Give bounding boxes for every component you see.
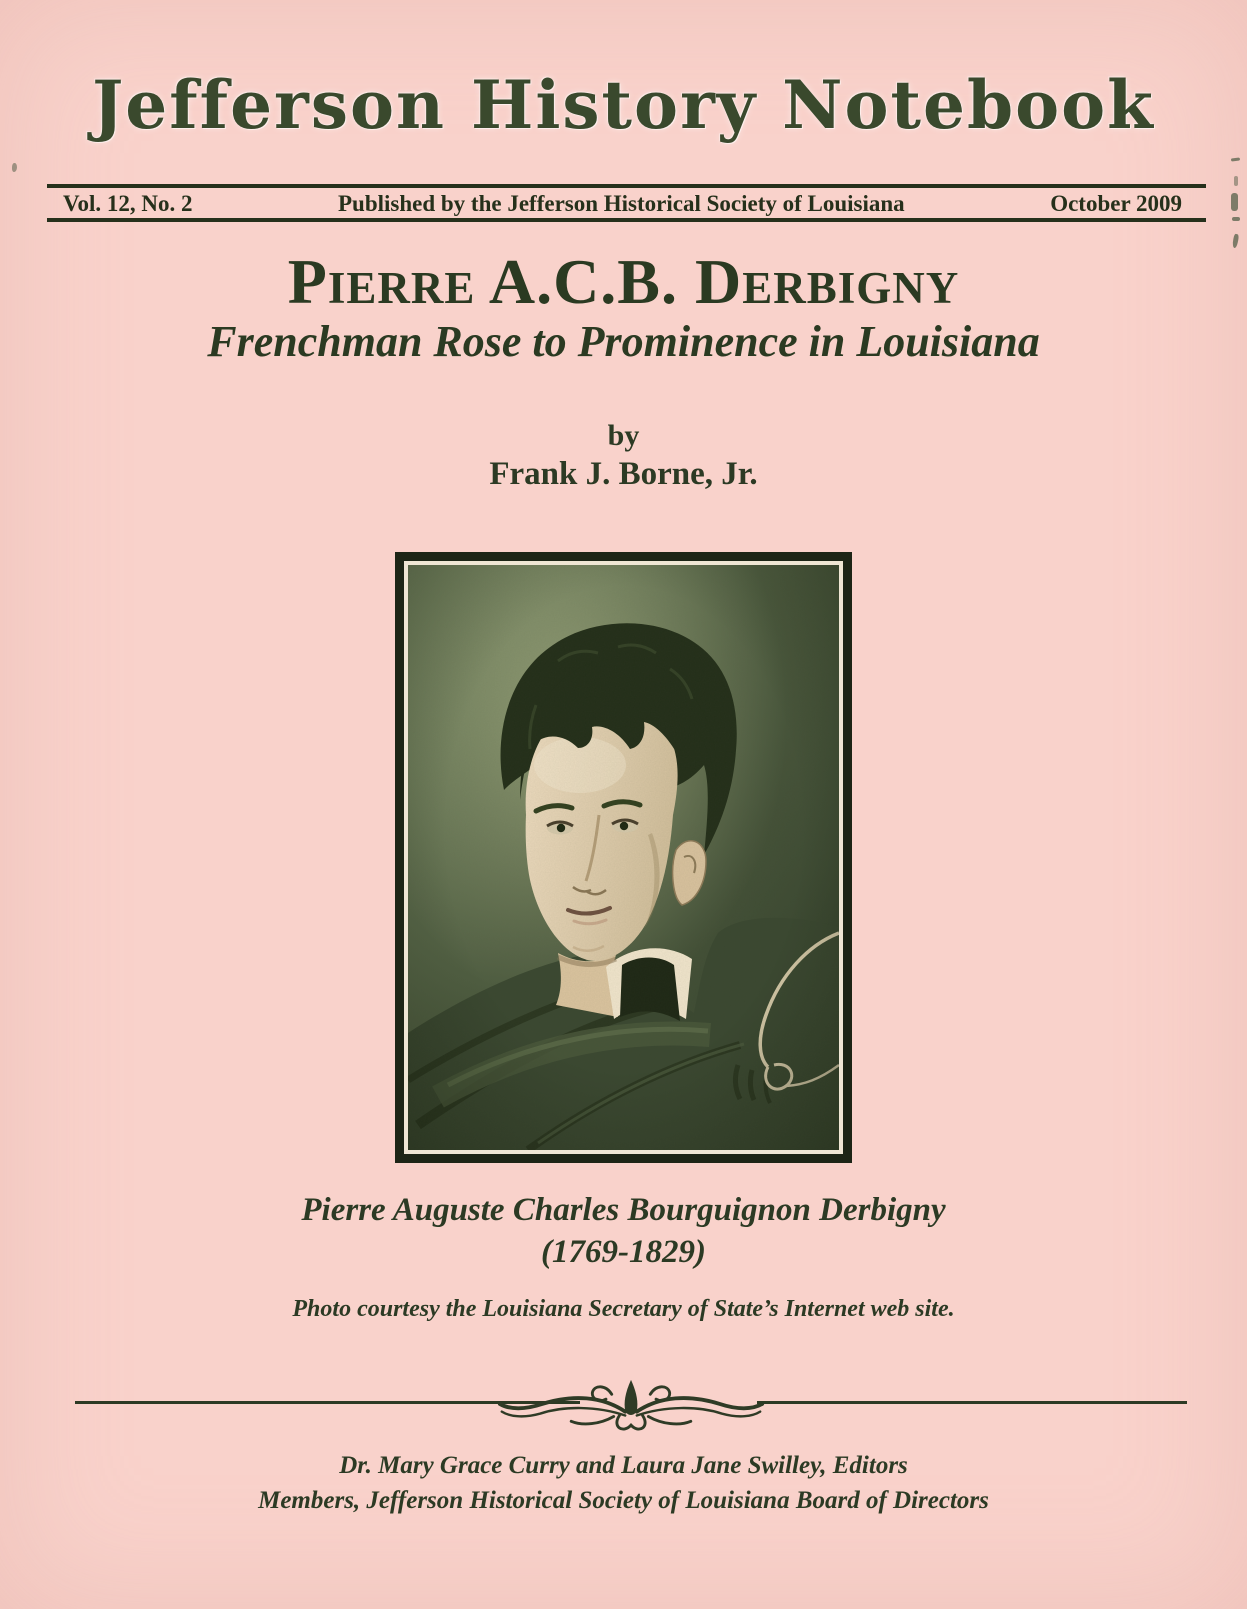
portrait-frame bbox=[395, 552, 852, 1163]
scan-artifact bbox=[12, 163, 17, 172]
byline-prefix: by bbox=[607, 419, 640, 452]
affiliation-line: Members, Jefferson Historical Society of Louisiana Board of Directors bbox=[258, 1487, 989, 1514]
divider-flourish-icon bbox=[496, 1372, 766, 1432]
publisher-line: Published by the Jefferson Historical Society of Louisiana bbox=[337, 191, 905, 216]
author-name: Frank J. Borne, Jr. bbox=[489, 456, 758, 492]
scan-artifact bbox=[1234, 176, 1238, 186]
masthead-title: Jefferson History Notebook bbox=[92, 66, 1155, 144]
editors-line: Dr. Mary Grace Curry and Laura Jane Swilley, Editors bbox=[339, 1452, 908, 1479]
scan-artifact bbox=[1231, 157, 1240, 161]
article-subtitle: Frenchman Rose to Prominence in Louisiana bbox=[207, 317, 1040, 366]
issue-date: October 2009 bbox=[1050, 191, 1182, 216]
volume-number: Vol. 12, No. 2 bbox=[63, 191, 193, 216]
article-title: Pierre A.C.B. Derbigny bbox=[287, 246, 960, 317]
divider-rule-right bbox=[757, 1401, 1187, 1404]
footer-divider bbox=[75, 1372, 1187, 1432]
portrait-inner-mat bbox=[404, 561, 843, 1154]
scan-artifact bbox=[1232, 217, 1240, 221]
photo-credit-line: Photo courtesy the Louisiana Secretary of State’s Internet web site. bbox=[292, 1296, 955, 1322]
portrait-caption-dates: (1769-1829) bbox=[541, 1234, 706, 1270]
scan-artifact bbox=[1231, 193, 1238, 211]
portrait-of-pierre-derbigny-illustration bbox=[408, 565, 839, 1150]
portrait-caption-name: Pierre Auguste Charles Bourguignon Derbigny bbox=[301, 1192, 946, 1228]
issue-info-bar bbox=[47, 184, 1206, 222]
